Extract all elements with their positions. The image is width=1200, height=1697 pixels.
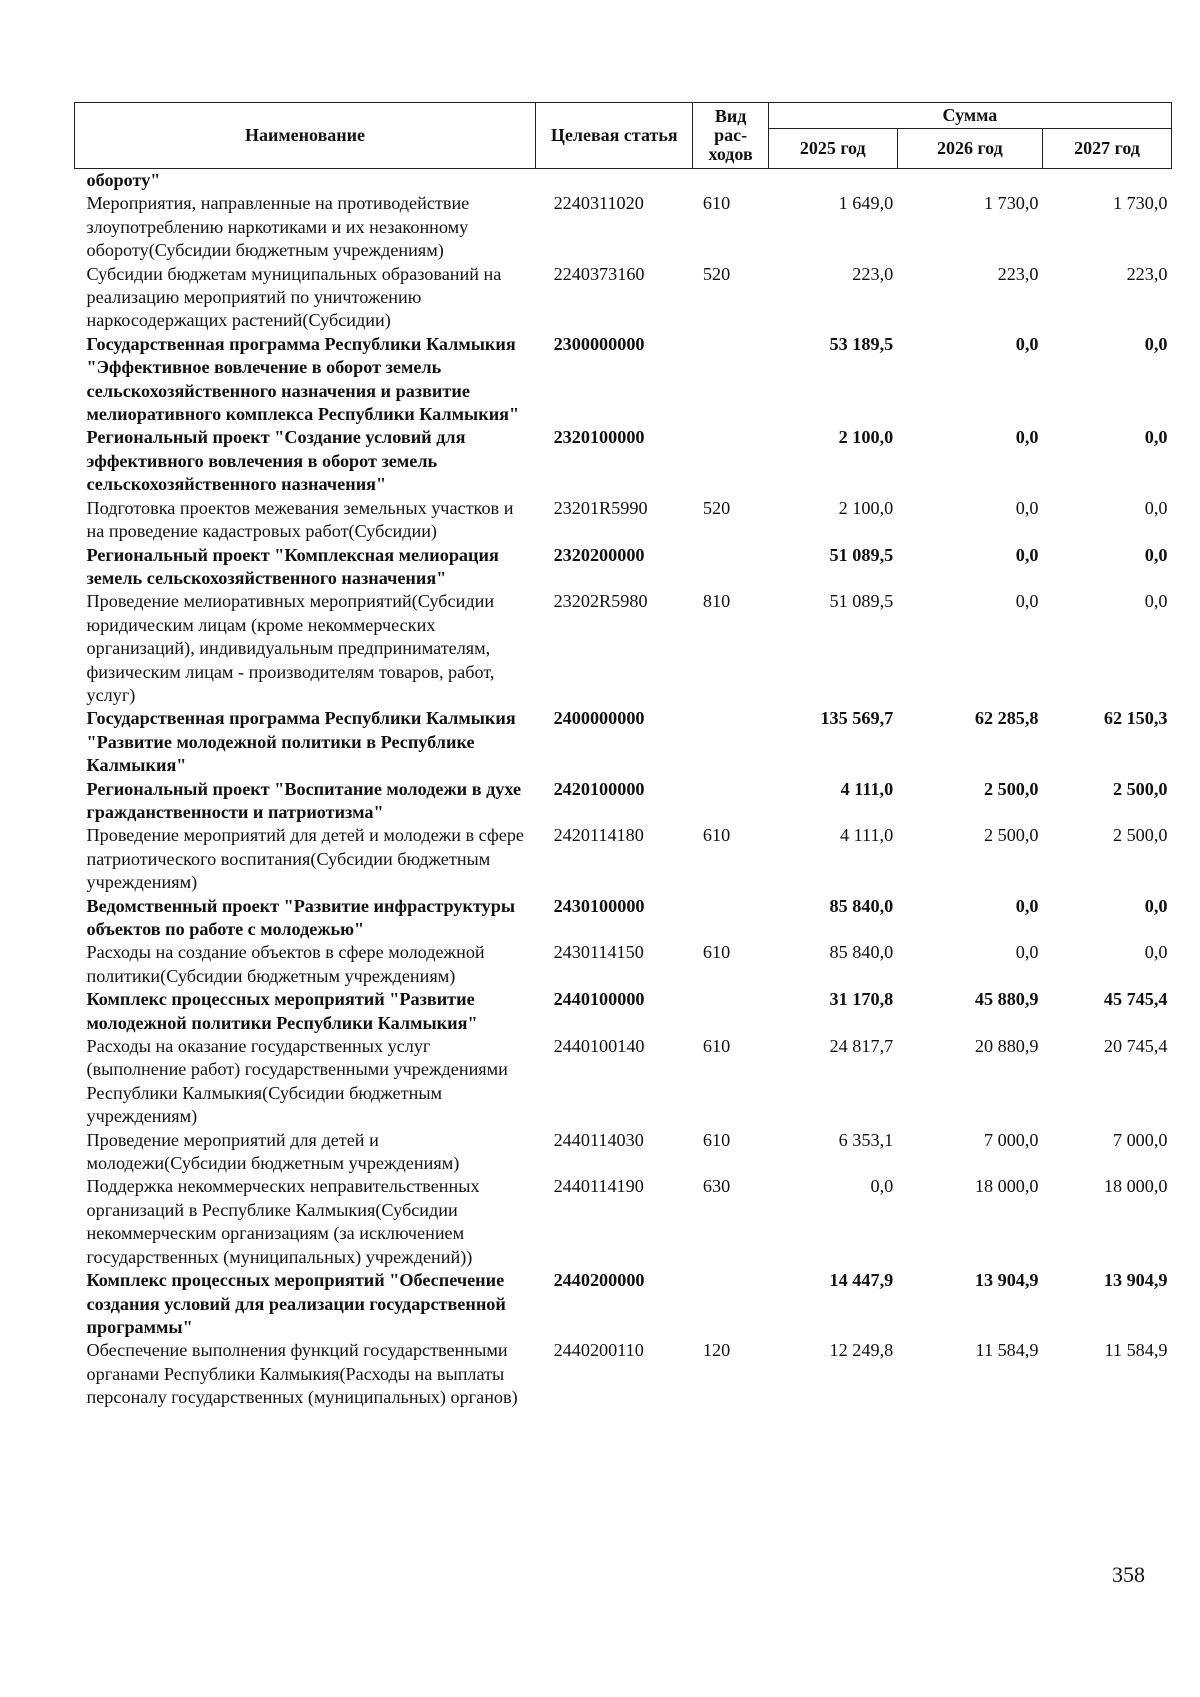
row-name: Региональный проект "Создание условий для эффективного вовлечения в оборот земель сельскохозяйственного назначения" — [86, 427, 466, 495]
row-value-2025: 135 569,7 — [820, 708, 894, 729]
table-row — [75, 1339, 1172, 1409]
table-row — [75, 544, 1172, 591]
row-vid: 610 — [702, 1036, 731, 1057]
table-row — [75, 590, 1172, 707]
row-code: 2240373160 — [553, 263, 645, 284]
row-value-2027: 223,0 — [1126, 263, 1168, 284]
row-value-2027: 2 500,0 — [1112, 825, 1168, 846]
header-code: Целевая статья — [536, 103, 693, 169]
table-row — [75, 497, 1172, 544]
row-vid — [693, 895, 768, 942]
row-code: 2430114150 — [553, 942, 644, 963]
row-value-2025: 0,0 — [870, 1176, 894, 1197]
table-body — [75, 169, 1172, 1410]
budget-table — [74, 102, 1172, 1410]
row-name: Обеспечение выполнения функций государственными органами Республики Калмыкия(Расходы на выплаты персоналу государственных (муниципальных) органов) — [86, 1340, 518, 1408]
row-value-2026: 0,0 — [1015, 544, 1039, 565]
header-2026: 2026 год — [897, 129, 1042, 169]
row-vid: 120 — [702, 1340, 731, 1361]
row-vid — [693, 169, 768, 193]
row-value-2026: 2 500,0 — [983, 778, 1039, 799]
row-code: 2440114030 — [553, 1129, 644, 1150]
row-code: 2400000000 — [553, 708, 645, 729]
row-name: Мероприятия, направленные на противодействие злоупотреблению наркотиками и их незаконному обороту(Субсидии бюджетным учреждениям) — [86, 193, 470, 261]
row-vid: 610 — [702, 942, 731, 963]
row-value-2027: 2 500,0 — [1112, 778, 1168, 799]
row-value-2027: 45 745,4 — [1103, 989, 1168, 1010]
row-value-2027: 0,0 — [1144, 427, 1168, 448]
row-value-2027: 0,0 — [1144, 591, 1168, 612]
row-value-2027: 0,0 — [1144, 895, 1168, 916]
row-value-2026: 18 000,0 — [974, 1176, 1039, 1197]
row-value-2025: 24 817,7 — [829, 1036, 894, 1057]
row-value-2027: 0,0 — [1144, 497, 1168, 518]
row-name: Государственная программа Республики Калмыкия "Развитие молодежной политики в Республике Калмыкия" — [86, 708, 516, 776]
row-value-2027: 1 730,0 — [1112, 193, 1168, 214]
row-code: 2430100000 — [553, 895, 645, 916]
row-vid — [693, 988, 768, 1035]
row-value-2026: 62 285,8 — [974, 708, 1039, 729]
page-number: 358 — [1112, 1562, 1145, 1587]
row-code: 2440200000 — [553, 1270, 645, 1291]
table-row — [75, 824, 1172, 894]
table-row — [75, 895, 1172, 942]
table-row — [75, 1175, 1172, 1269]
row-value-2026: 223,0 — [997, 263, 1039, 284]
row-value-2027: 18 000,0 — [1103, 1176, 1168, 1197]
table-row — [75, 988, 1172, 1035]
row-value-2027: 20 745,4 — [1103, 1036, 1168, 1057]
table-row — [75, 1129, 1172, 1176]
table-row — [75, 778, 1172, 825]
row-code: 2240311020 — [553, 193, 644, 214]
row-name: Поддержка некоммерческих неправительственных организаций в Республике Калмыкия(Субсидии некоммерческим организациям (за исключением государственных (муниципальных) учреждений)) — [86, 1176, 480, 1267]
row-value-2026: 1 730,0 — [983, 193, 1039, 214]
row-value-2027: 11 584,9 — [1104, 1340, 1168, 1361]
row-name: Ведомственный проект "Развитие инфраструктуры объектов по работе с молодежью" — [86, 895, 516, 939]
row-value-2025: 14 447,9 — [829, 1270, 894, 1291]
row-value-2026: 0,0 — [1015, 942, 1039, 963]
row-value-2026: 0,0 — [1015, 895, 1039, 916]
row-value-2026: 0,0 — [1015, 591, 1039, 612]
row-vid: 630 — [702, 1176, 731, 1197]
row-vid — [693, 1269, 768, 1339]
header-vid: Вид рас-ходов — [693, 103, 768, 169]
row-vid: 610 — [702, 193, 731, 214]
row-value-2027: 0,0 — [1144, 544, 1168, 565]
row-name: Региональный проект "Воспитание молодежи в духе гражданственности и патриотизма" — [86, 778, 522, 822]
row-value-2027 — [1043, 169, 1172, 193]
row-value-2027: 13 904,9 — [1103, 1270, 1168, 1291]
header-2027: 2027 год — [1043, 129, 1172, 169]
row-value-2026: 2 500,0 — [983, 825, 1039, 846]
row-vid — [693, 544, 768, 591]
row-code: 2440100000 — [553, 989, 645, 1010]
row-value-2025: 51 089,5 — [829, 544, 894, 565]
row-vid — [693, 707, 768, 777]
row-value-2025: 12 249,8 — [829, 1340, 894, 1361]
row-value-2026 — [897, 169, 1042, 193]
row-code — [536, 169, 693, 193]
row-value-2027: 62 150,3 — [1103, 708, 1168, 729]
row-vid: 520 — [702, 497, 731, 518]
row-vid — [693, 778, 768, 825]
row-vid: 810 — [702, 591, 731, 612]
table-row — [75, 192, 1172, 262]
table-row — [75, 941, 1172, 988]
row-code: 2440114190 — [553, 1176, 644, 1197]
row-value-2025: 4 111,0 — [839, 825, 894, 846]
row-value-2026: 13 904,9 — [974, 1270, 1039, 1291]
row-value-2027: 0,0 — [1144, 942, 1168, 963]
row-value-2025: 223,0 — [852, 263, 894, 284]
row-code: 23202R5980 — [553, 591, 648, 612]
table-row — [75, 263, 1172, 333]
budget-page — [74, 102, 1172, 1410]
row-name: Региональный проект "Комплексная мелиорация земель сельскохозяйственного назначения" — [86, 544, 499, 588]
row-value-2025: 53 189,5 — [829, 333, 894, 354]
row-code: 2320200000 — [553, 544, 645, 565]
row-name: Государственная программа Республики Калмыкия "Эффективное вовлечение в оборот земель сельскохозяйственного назначения и развитие мелиоративного комплекса Республики Калмыкия" — [86, 333, 520, 425]
row-name: обороту" — [86, 170, 161, 190]
row-value-2025: 2 100,0 — [838, 497, 894, 518]
row-value-2026: 20 880,9 — [974, 1036, 1039, 1057]
row-value-2025: 1 649,0 — [838, 193, 894, 214]
row-value-2026: 0,0 — [1015, 497, 1039, 518]
row-value-2026: 0,0 — [1015, 427, 1039, 448]
row-vid — [693, 426, 768, 496]
table-row — [75, 333, 1172, 427]
row-value-2026: 11 584,9 — [975, 1340, 1039, 1361]
table-header — [75, 103, 1172, 169]
row-value-2025: 2 100,0 — [838, 427, 894, 448]
row-name: Подготовка проектов межевания земельных участков и на проведение кадастровых работ(Субсидии) — [86, 497, 514, 542]
table-row — [75, 169, 1172, 193]
row-code: 2300000000 — [553, 333, 645, 354]
row-code: 2440200110 — [553, 1340, 644, 1361]
row-code: 2440100140 — [553, 1036, 645, 1057]
table-row — [75, 1269, 1172, 1339]
row-value-2026: 7 000,0 — [983, 1129, 1039, 1150]
row-name: Комплекс процессных мероприятий "Развитие молодежной политики Республики Калмыкия" — [86, 989, 478, 1033]
row-value-2026: 0,0 — [1015, 333, 1039, 354]
row-name: Комплекс процессных мероприятий "Обеспечение создания условий для реализации государственной программы" — [86, 1270, 506, 1337]
table-row — [75, 1035, 1172, 1129]
row-value-2027: 7 000,0 — [1112, 1129, 1168, 1150]
row-name: Проведение мелиоративных мероприятий(Субсидии юридическим лицам (кроме некоммерческих организаций), индивидуальным предпринимателям, физическим лицам - производителям товаров, работ, услуг) — [86, 591, 495, 705]
row-code: 2420114180 — [553, 825, 644, 846]
row-vid: 610 — [702, 1129, 731, 1150]
row-name: Расходы на оказание государственных услуг (выполнение работ) государственными учреждениями Республики Калмыкия(Субсидии бюджетным учреждениям) — [86, 1036, 508, 1127]
row-vid — [693, 333, 768, 427]
table-row — [75, 426, 1172, 496]
row-name: Расходы на создание объектов в сфере молодежной политики(Субсидии бюджетным учреждениям) — [86, 942, 485, 986]
table-row — [75, 707, 1172, 777]
row-code: 23201R5990 — [553, 497, 648, 518]
header-sum: Сумма — [768, 103, 1171, 129]
row-vid: 610 — [702, 825, 731, 846]
row-name: Субсидии бюджетам муниципальных образований на реализацию мероприятий по уничтожению наркосодержащих растений(Субсидии) — [86, 263, 502, 331]
row-name: Проведение мероприятий для детей и молодежи(Субсидии бюджетным учреждениям) — [86, 1129, 460, 1174]
header-2025: 2025 год — [768, 129, 897, 169]
row-value-2025: 51 089,5 — [829, 591, 894, 612]
row-value-2025 — [768, 169, 897, 193]
row-value-2025: 85 840,0 — [829, 895, 894, 916]
row-value-2027: 0,0 — [1144, 333, 1168, 354]
row-value-2026: 45 880,9 — [974, 989, 1039, 1010]
row-value-2025: 6 353,1 — [838, 1129, 894, 1150]
row-code: 2320100000 — [553, 427, 645, 448]
header-name: Наименование — [75, 103, 536, 169]
row-value-2025: 85 840,0 — [829, 942, 894, 963]
row-value-2025: 4 111,0 — [840, 778, 894, 799]
row-code: 2420100000 — [553, 778, 645, 799]
row-value-2025: 31 170,8 — [829, 989, 894, 1010]
row-name: Проведение мероприятий для детей и молодежи в сфере патриотического воспитания(Субсидии бюджетным учреждениям) — [86, 825, 524, 893]
row-vid: 520 — [702, 263, 731, 284]
